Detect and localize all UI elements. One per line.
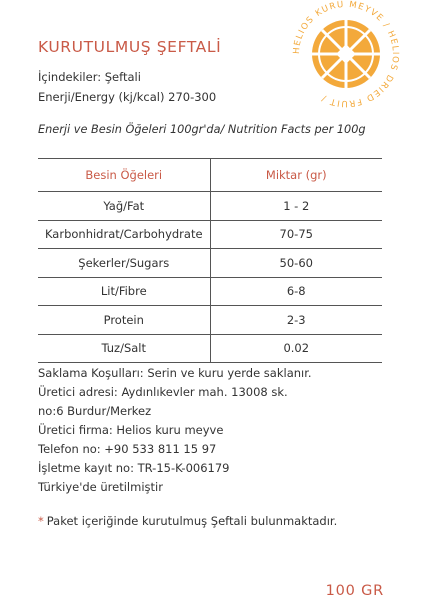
nutrition-table [38, 158, 382, 363]
table-row [38, 334, 382, 363]
product-title: KURUTULMUŞ ŞEFTALİ [38, 38, 222, 56]
table-row [38, 306, 382, 335]
table-row [38, 220, 382, 249]
producer-info [38, 364, 312, 497]
ingredients-text: İçindekiler: Şeftali [38, 70, 141, 84]
producer-company: Üretici firma: Helios kuru meyve [38, 423, 224, 437]
nutrient-name: Protein [38, 306, 210, 335]
table-row [38, 192, 382, 221]
net-weight: 100 GR [325, 583, 384, 599]
nutrient-amount: 50-60 [210, 249, 382, 278]
producer-address: Üretici adresi: Aydınlıkevler mah. 13008 sk. [38, 385, 288, 399]
table-row [38, 277, 382, 306]
producer-address-cont: no:6 Burdur/Merkez [38, 404, 152, 418]
producer-phone: Telefon no: +90 533 811 15 97 [38, 442, 217, 456]
note-text: Paket içeriğinde kurutulmuş Şeftali bulunmaktadır. [46, 514, 338, 528]
storage-conditions: Saklama Koşulları: Serin ve kuru yerde saklanır. [38, 366, 312, 380]
nutrient-amount: 70-75 [210, 220, 382, 249]
origin-text: Türkiye'de üretilmiştir [38, 480, 163, 494]
col-header-item: Besin Öğeleri [38, 159, 210, 192]
energy-text: Enerji/Energy (kj/kcal) 270-300 [38, 90, 217, 104]
nutrient-name: Karbonhidrat/Carbohydrate [38, 220, 210, 249]
nutrient-amount: 1 - 2 [210, 192, 382, 221]
nutrient-amount: 2-3 [210, 306, 382, 335]
helios-logo [290, 0, 402, 110]
table-row [38, 249, 382, 278]
package-note [38, 514, 337, 528]
nutrient-name: Tuz/Salt [38, 334, 210, 363]
business-registration: İşletme kayıt no: TR-15-K-006179 [38, 461, 230, 475]
nutrient-name: Yağ/Fat [38, 192, 210, 221]
nutrient-amount: 6-8 [210, 277, 382, 306]
logo-text: HELIOS KURU MEYVE / HELIOS DRIED FRUIT / [291, 0, 401, 109]
nutrient-amount: 0.02 [210, 334, 382, 363]
table-header-row [38, 159, 382, 192]
note-asterisk: * [38, 514, 44, 528]
product-info [38, 67, 216, 107]
nutrition-heading: Enerji ve Besin Öğeleri 100gr'da/ Nutrition Facts per 100g [38, 123, 366, 136]
nutrient-name: Şekerler/Sugars [38, 249, 210, 278]
nutrient-name: Lit/Fibre [38, 277, 210, 306]
col-header-amount: Miktar (gr) [210, 159, 382, 192]
